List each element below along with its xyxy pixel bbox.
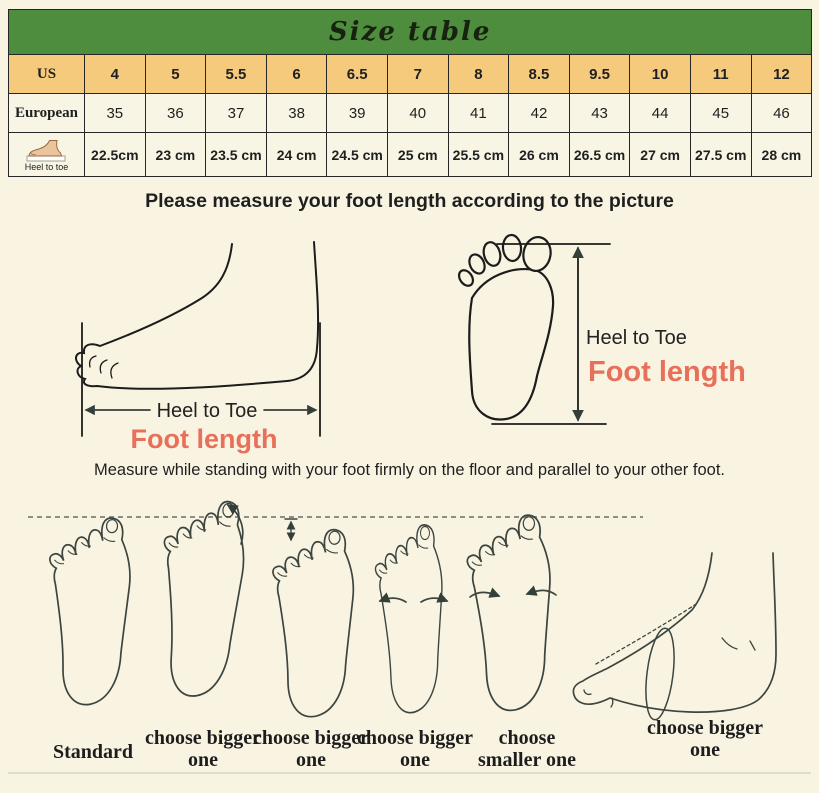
measure-instruction-title: Please measure your foot length according to the picture [145, 190, 674, 212]
toe-gap-arrow [285, 519, 297, 540]
width-inward-arrows [470, 590, 556, 597]
european-row-label: European [9, 94, 85, 133]
size-cell: 38 [266, 94, 327, 133]
size-cell: 46 [751, 94, 812, 133]
european-size-row [9, 94, 812, 133]
size-cell: 37 [206, 94, 267, 133]
foot-toe-over-line [149, 498, 250, 700]
size-table [8, 9, 812, 177]
us-size-row [9, 55, 812, 94]
size-cell: 6.5 [327, 55, 388, 94]
size-cell: 9.5 [569, 55, 630, 94]
foot-instep-tape [573, 553, 776, 721]
heel-to-toe-header-cell [9, 133, 85, 177]
foot-side-view-diagram [52, 228, 397, 466]
size-cell: 23.5 cm [206, 133, 267, 177]
size-cell: 44 [630, 94, 691, 133]
size-cell: 43 [569, 94, 630, 133]
fit-label-bigger-4: choose bigger one [646, 717, 764, 761]
size-cell: 8 [448, 55, 509, 94]
size-cell: 22.5cm [85, 133, 146, 177]
fit-label-smaller: choose smaller one [478, 727, 576, 771]
fit-label-bigger-1: choose bigger one [144, 727, 262, 771]
size-cell: 27.5 cm [690, 133, 751, 177]
fit-label-standard: Standard [52, 741, 134, 763]
size-cell: 6 [266, 55, 327, 94]
size-cell: 10 [630, 55, 691, 94]
size-cell: 5 [145, 55, 206, 94]
size-cell: 28 cm [751, 133, 812, 177]
foot-standard [42, 515, 133, 707]
foot-too-narrow [375, 525, 441, 713]
fit-label-bigger-2: choose bigger one [252, 727, 370, 771]
side-view-arrow-label: Heel to Toe [156, 400, 258, 422]
fit-label-bigger-3: choose bigger one [356, 727, 474, 771]
size-cell: 45 [690, 94, 751, 133]
size-cell: 11 [690, 55, 751, 94]
foot-too-wide [467, 515, 550, 710]
us-row-label: US [9, 55, 85, 94]
size-cell: 25.5 cm [448, 133, 509, 177]
size-cell: 39 [327, 94, 388, 133]
size-cell: 42 [509, 94, 570, 133]
size-cell: 27 cm [630, 133, 691, 177]
size-cell: 24 cm [266, 133, 327, 177]
size-cell: 41 [448, 94, 509, 133]
bottom-divider [8, 772, 811, 774]
heel-to-toe-caption: Heel to toe [24, 161, 69, 172]
foot-ruler-icon [24, 138, 70, 162]
size-cell: 40 [387, 94, 448, 133]
size-cell: 4 [85, 55, 146, 94]
size-cell: 24.5 cm [327, 133, 388, 177]
size-cell: 25 cm [387, 133, 448, 177]
side-view-foot-length-label: Foot length [130, 424, 278, 454]
size-cell: 35 [85, 94, 146, 133]
size-cell: 36 [145, 94, 206, 133]
heel-to-toe-row [9, 133, 812, 177]
size-cell: 23 cm [145, 133, 206, 177]
size-cell: 8.5 [509, 55, 570, 94]
size-table-title: Size table [9, 10, 812, 55]
table-title-row [9, 10, 812, 55]
size-cell: 26 cm [509, 133, 570, 177]
foot-toe-gap [268, 528, 356, 718]
foot-sole-view-diagram [440, 228, 775, 466]
size-cell: 26.5 cm [569, 133, 630, 177]
size-cell: 12 [751, 55, 812, 94]
sole-view-foot-length-label: Foot length [588, 356, 746, 388]
size-cell: 5.5 [206, 55, 267, 94]
sole-view-arrow-label: Heel to Toe [586, 327, 687, 349]
width-outward-arrows [380, 598, 447, 602]
standing-measure-note: Measure while standing with your foot firmly on the floor and parallel to your other foot. [94, 461, 725, 479]
size-cell: 7 [387, 55, 448, 94]
